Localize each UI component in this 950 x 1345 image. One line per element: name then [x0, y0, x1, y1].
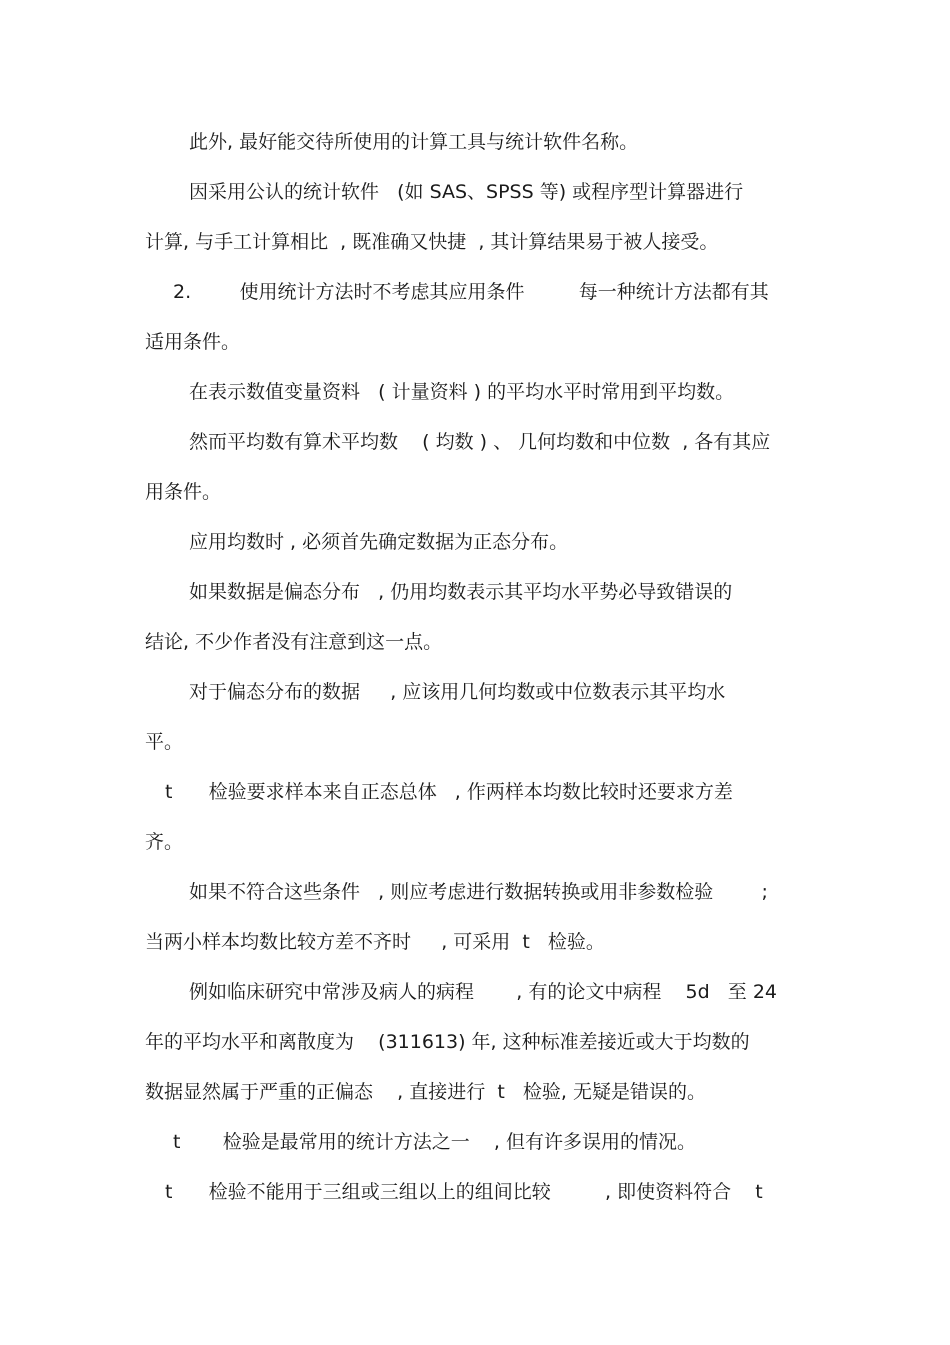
- paragraph-line: 数据显然属于严重的正偏态 , 直接进行 t 检验, 无疑是错误的。: [145, 1081, 706, 1103]
- paragraph-line: 计算, 与手工计算相比 , 既准确又快捷 , 其计算结果易于被人接受。: [145, 231, 719, 253]
- paragraph-line: 当两小样本均数比较方差不齐时 , 可采用 t 检验。: [145, 931, 605, 953]
- paragraph-line: 如果数据是偏态分布 , 仍用均数表示其平均水平势必导致错误的: [189, 581, 733, 603]
- paragraph-line: 应用均数时 , 必须首先确定数据为正态分布。: [189, 531, 569, 553]
- paragraph-line: t 检验是最常用的统计方法之一 , 但有许多误用的情况。: [173, 1131, 696, 1153]
- paragraph-line: 平。: [145, 731, 184, 753]
- paragraph-line: 此外, 最好能交待所使用的计算工具与统计软件名称。: [189, 131, 639, 153]
- paragraph-line: 然而平均数有算术平均数 ( 均数 ) 、 几何均数和中位数 , 各有其应: [189, 431, 771, 453]
- paragraph-line: 齐。: [145, 831, 184, 853]
- paragraph-line: t 检验要求样本来自正态总体 , 作两样本均数比较时还要求方差: [165, 781, 733, 803]
- paragraph-line: 如果不符合这些条件 , 则应考虑进行数据转换或用非参数检验 ;: [189, 881, 768, 903]
- paragraph-line: 2. 使用统计方法时不考虑其应用条件 每一种统计方法都有其: [173, 281, 769, 303]
- paragraph-line: 年的平均水平和离散度为 (311613) 年, 这种标准差接近或大于均数的: [145, 1031, 750, 1053]
- paragraph-line: 例如临床研究中常涉及病人的病程 , 有的论文中病程 5d 至 24: [189, 981, 777, 1003]
- paragraph-line: 用条件。: [145, 481, 222, 503]
- paragraph-line: 适用条件。: [145, 331, 241, 353]
- paragraph-line: t 检验不能用于三组或三组以上的组间比较 , 即使资料符合 t: [165, 1181, 763, 1203]
- paragraph-line: 结论, 不少作者没有注意到这一点。: [145, 631, 443, 653]
- paragraph-line: 因采用公认的统计软件 (如 SAS、SPSS 等) 或程序型计算器进行: [189, 181, 744, 203]
- paragraph-line: 在表示数值变量资料 ( 计量资料 ) 的平均水平时常用到平均数。: [189, 381, 735, 403]
- paragraph-line: 对于偏态分布的数据 , 应该用几何均数或中位数表示其平均水: [189, 681, 726, 703]
